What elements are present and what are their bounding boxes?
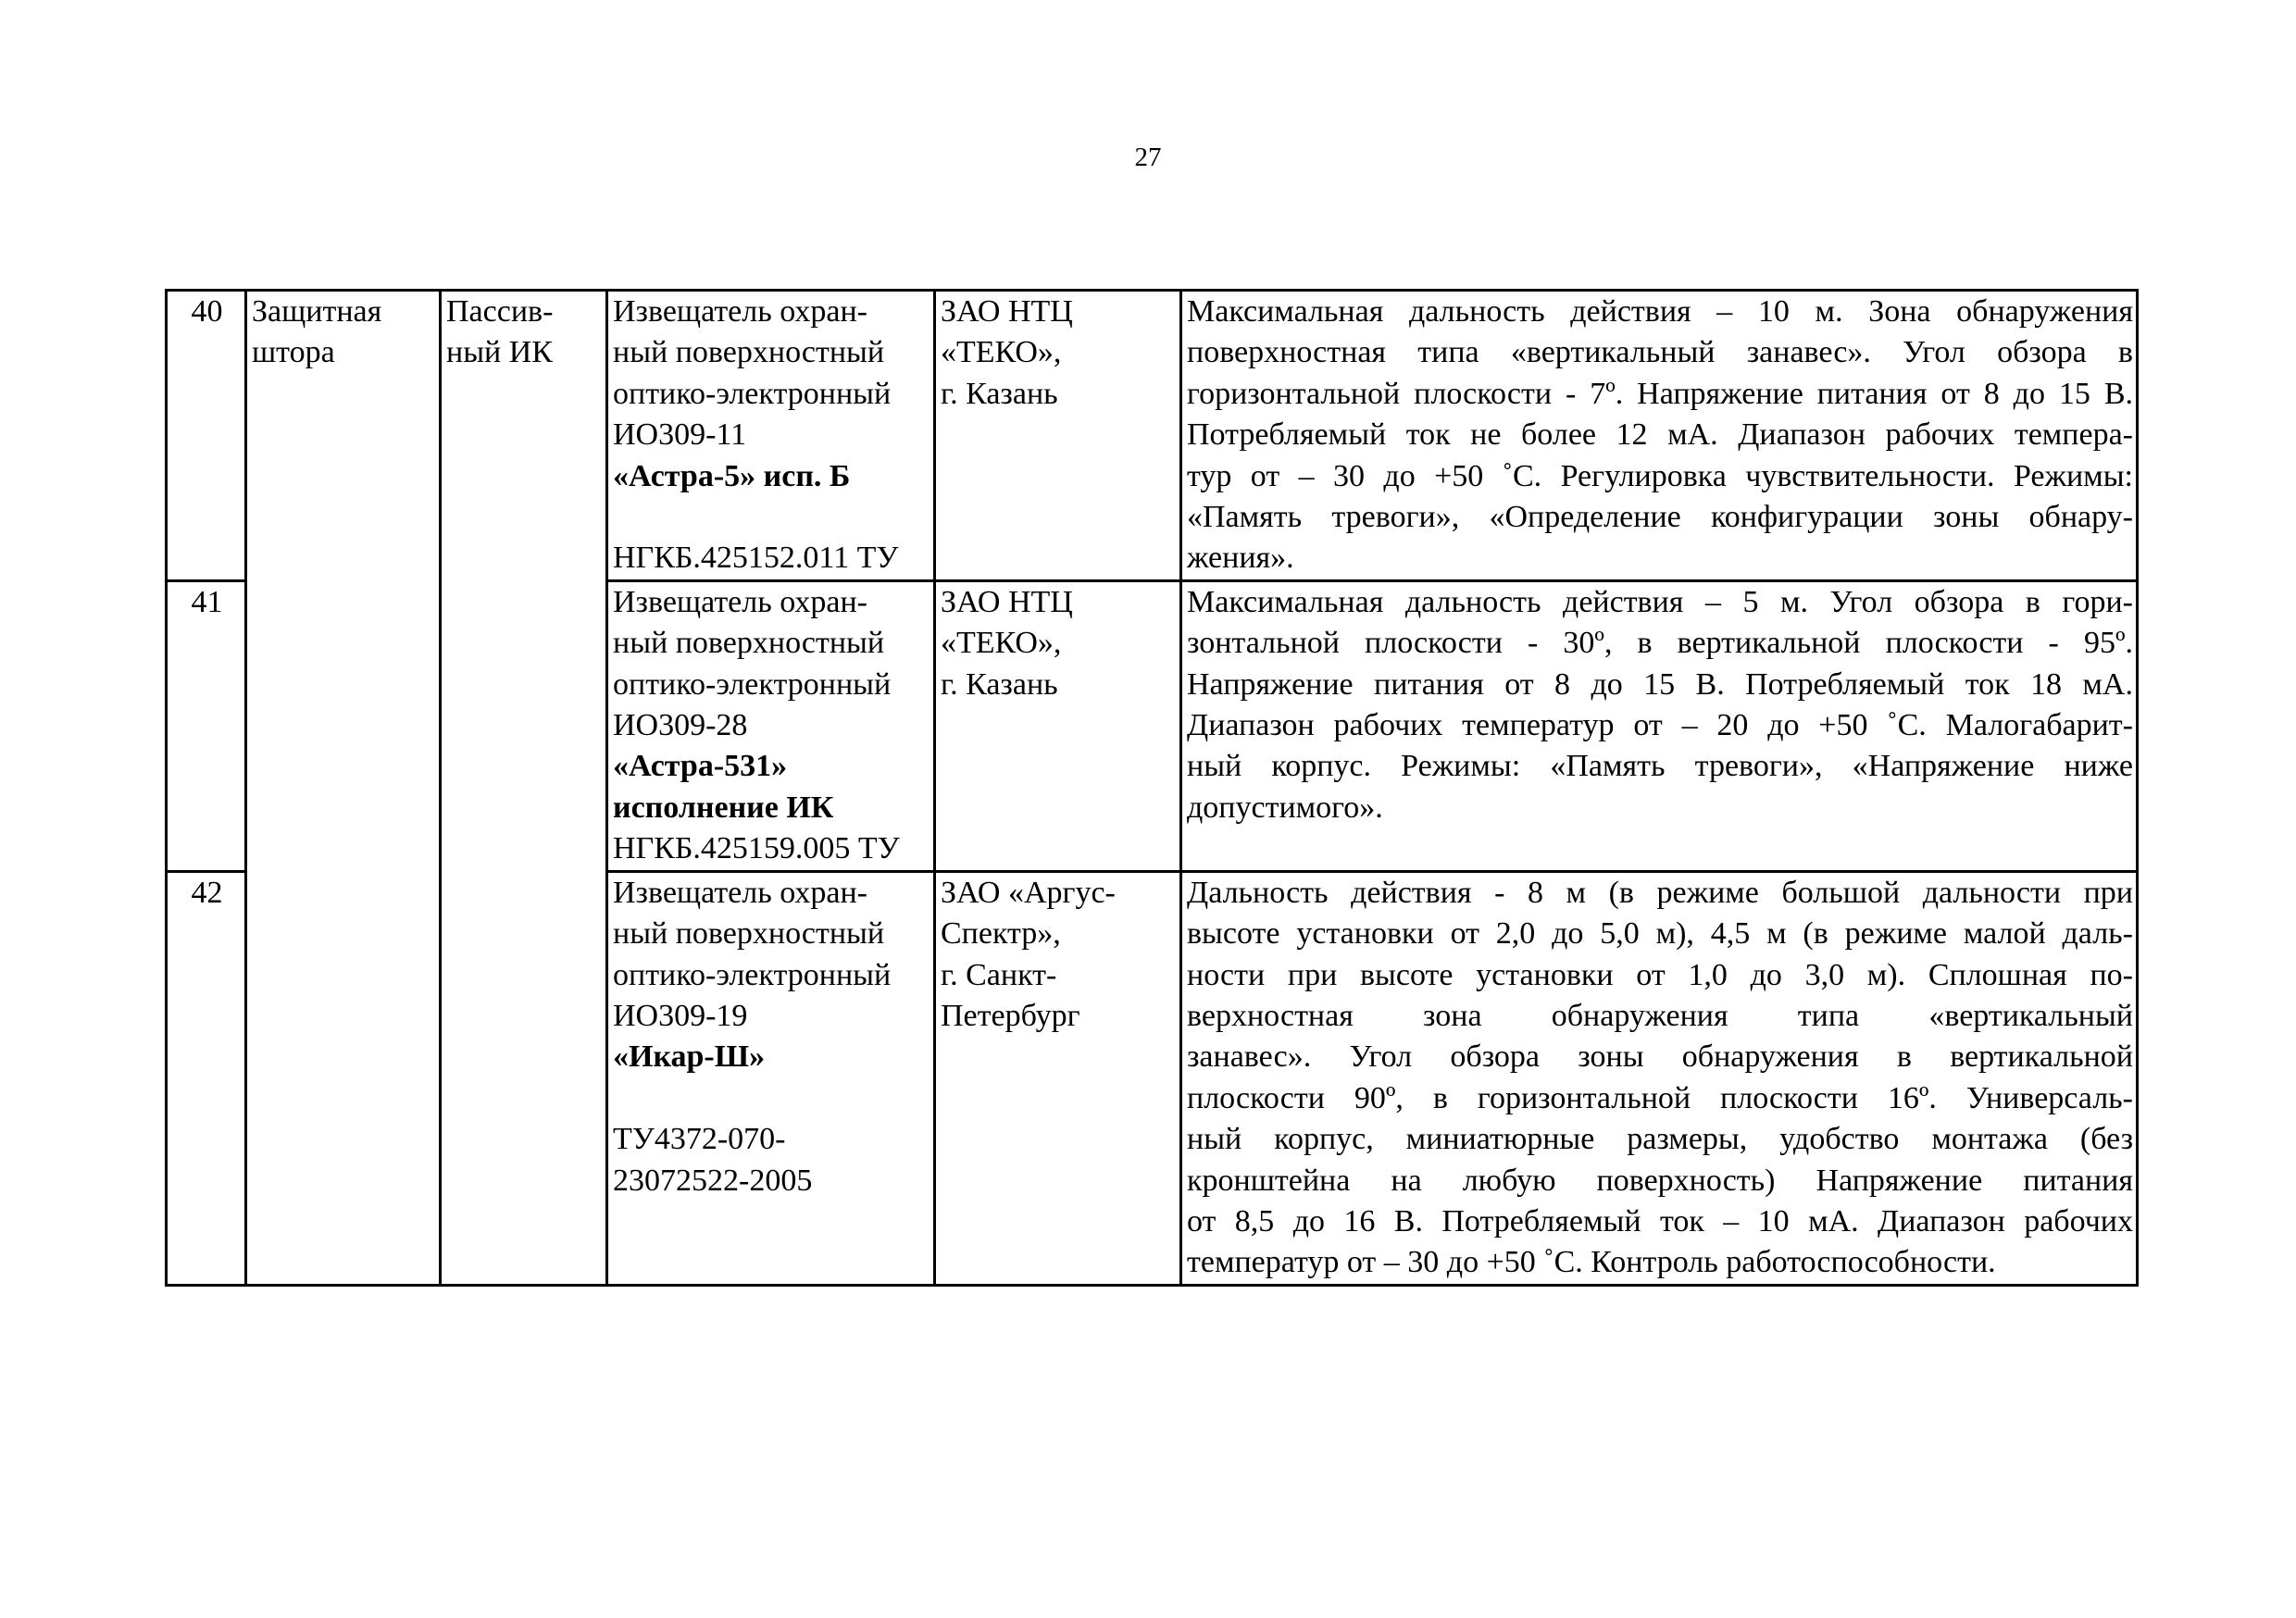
product-model-name: «Астра-5» исп. Б <box>613 458 851 493</box>
manufacturer-text: Петербург <box>941 998 1080 1033</box>
description-line: занавес». Угол обзора зоны обнаружения в вертикальной <box>1187 1039 2133 1075</box>
description-line: ный корпус, миниатюрные размеры, удобство монтажа (без <box>1187 1122 2133 1157</box>
product-text: ный поверхностный <box>613 335 885 370</box>
description-line: ности при высоте установки от 1,0 до 3,0 м). Сплошная по- <box>1187 957 2133 992</box>
row-number: 40 <box>167 291 246 581</box>
description-line: температур от – 30 до +50 ˚С. Контроль работоспособности. <box>1187 1245 1996 1280</box>
manufacturer-cell <box>935 291 1181 581</box>
purpose-text: штора <box>252 335 335 370</box>
description-line: Дальность действия - 8 м (в режиме большой дальности при <box>1187 875 2133 910</box>
manufacturer-text: «ТЕКО», <box>941 626 1062 661</box>
product-spec-code: НГКБ.425152.011 ТУ <box>613 541 899 576</box>
description-line: зонтальной плоскости - 30º, в вертикальной плоскости - 95º. <box>1187 626 2133 661</box>
description-line: от 8,5 до 16 В. Потребляемый ток – 10 мА. Диапазон рабочих <box>1187 1203 2133 1238</box>
manufacturer-text: г. Казань <box>941 666 1058 702</box>
product-text: ИО309-11 <box>613 417 747 453</box>
manufacturer-text: ЗАО НТЦ <box>941 294 1073 329</box>
product-spec-code: ТУ4372-070- <box>613 1122 786 1157</box>
detector-type-text: Пассив- <box>446 294 554 329</box>
description-line: ный корпус. Режимы: «Память тревоги», «Напряжение ниже <box>1187 749 2133 784</box>
purpose-text: Защитная <box>252 294 382 329</box>
detector-type-text: ный ИК <box>446 335 553 370</box>
detector-type-cell <box>441 291 607 1286</box>
table-row <box>167 291 2138 581</box>
description-line: поверхностная типа «вертикальный занавес». Угол обзора в <box>1187 335 2133 370</box>
product-text: оптико-электронный <box>613 376 892 411</box>
product-cell <box>607 871 935 1285</box>
description-line: Диапазон рабочих температур от – 20 до +50 ˚С. Малогабарит- <box>1187 708 2133 743</box>
purpose-cell <box>246 291 441 1286</box>
product-text: оптико-электронный <box>613 957 892 992</box>
description-cell <box>1181 871 2138 1285</box>
description-line: Потребляемый ток не более 12 мА. Диапазон рабочих темпера- <box>1187 417 2133 453</box>
description-line: верхностная зона обнаружения типа «вертикальный <box>1187 998 2133 1033</box>
product-model-variant: исполнение ИК <box>613 790 834 825</box>
description-line: кронштейна на любую поверхность) Напряжение питания <box>1187 1163 2133 1198</box>
description-line: горизонтальной плоскости - 7º. Напряжение питания от 8 до 15 В. <box>1187 376 2133 411</box>
manufacturer-text: ЗАО «Аргус- <box>941 875 1116 910</box>
product-text: ИО309-28 <box>613 708 748 743</box>
description-line: допустимого». <box>1187 790 1383 825</box>
spacer <box>613 497 930 538</box>
description-line: плоскости 90º, в горизонтальной плоскости 16º. Универсаль- <box>1187 1080 2133 1115</box>
description-line: «Память тревоги», «Определение конфигурации зоны обнару- <box>1187 500 2133 535</box>
description-line: Напряжение питания от 8 до 15 В. Потребляемый ток 18 мА. <box>1187 666 2133 702</box>
description-cell <box>1181 291 2138 581</box>
row-number: 42 <box>167 871 246 1285</box>
product-model-name: «Икар-Ш» <box>613 1039 766 1075</box>
spacer <box>613 1078 930 1119</box>
description-line: тур от – 30 до +50 ˚С. Регулировка чувствительности. Режимы: <box>1187 458 2133 493</box>
description-cell <box>1181 580 2138 871</box>
product-text: ИО309-19 <box>613 998 748 1033</box>
product-text: Извещатель охран- <box>613 875 868 910</box>
manufacturer-text: Спектр», <box>941 916 1061 952</box>
manufacturer-text: «ТЕКО», <box>941 335 1062 370</box>
manufacturer-cell <box>935 580 1181 871</box>
product-cell <box>607 291 935 581</box>
manufacturer-text: г. Санкт- <box>941 957 1057 992</box>
detector-spec-table <box>165 289 2139 1287</box>
product-spec-code: 23072522-2005 <box>613 1163 813 1198</box>
product-model-name: «Астра-531» <box>613 749 788 784</box>
description-line: Максимальная дальность действия – 10 м. Зона обнаружения <box>1187 294 2133 329</box>
product-text: ный поверхностный <box>613 916 885 952</box>
description-line: Максимальная дальность действия – 5 м. Угол обзора в гори- <box>1187 584 2133 619</box>
product-cell <box>607 580 935 871</box>
product-text: Извещатель охран- <box>613 294 868 329</box>
product-text: ный поверхностный <box>613 626 885 661</box>
manufacturer-cell <box>935 871 1181 1285</box>
manufacturer-text: ЗАО НТЦ <box>941 584 1073 619</box>
product-text: Извещатель охран- <box>613 584 868 619</box>
row-number: 41 <box>167 580 246 871</box>
description-line: высоте установки от 2,0 до 5,0 м), 4,5 м (в режиме малой даль- <box>1187 916 2133 952</box>
description-line: жения». <box>1187 541 1294 576</box>
page-number: 27 <box>1134 143 1162 172</box>
product-text: оптико-электронный <box>613 666 892 702</box>
manufacturer-text: г. Казань <box>941 376 1058 411</box>
product-spec-code: НГКБ.425159.005 ТУ <box>613 831 900 866</box>
